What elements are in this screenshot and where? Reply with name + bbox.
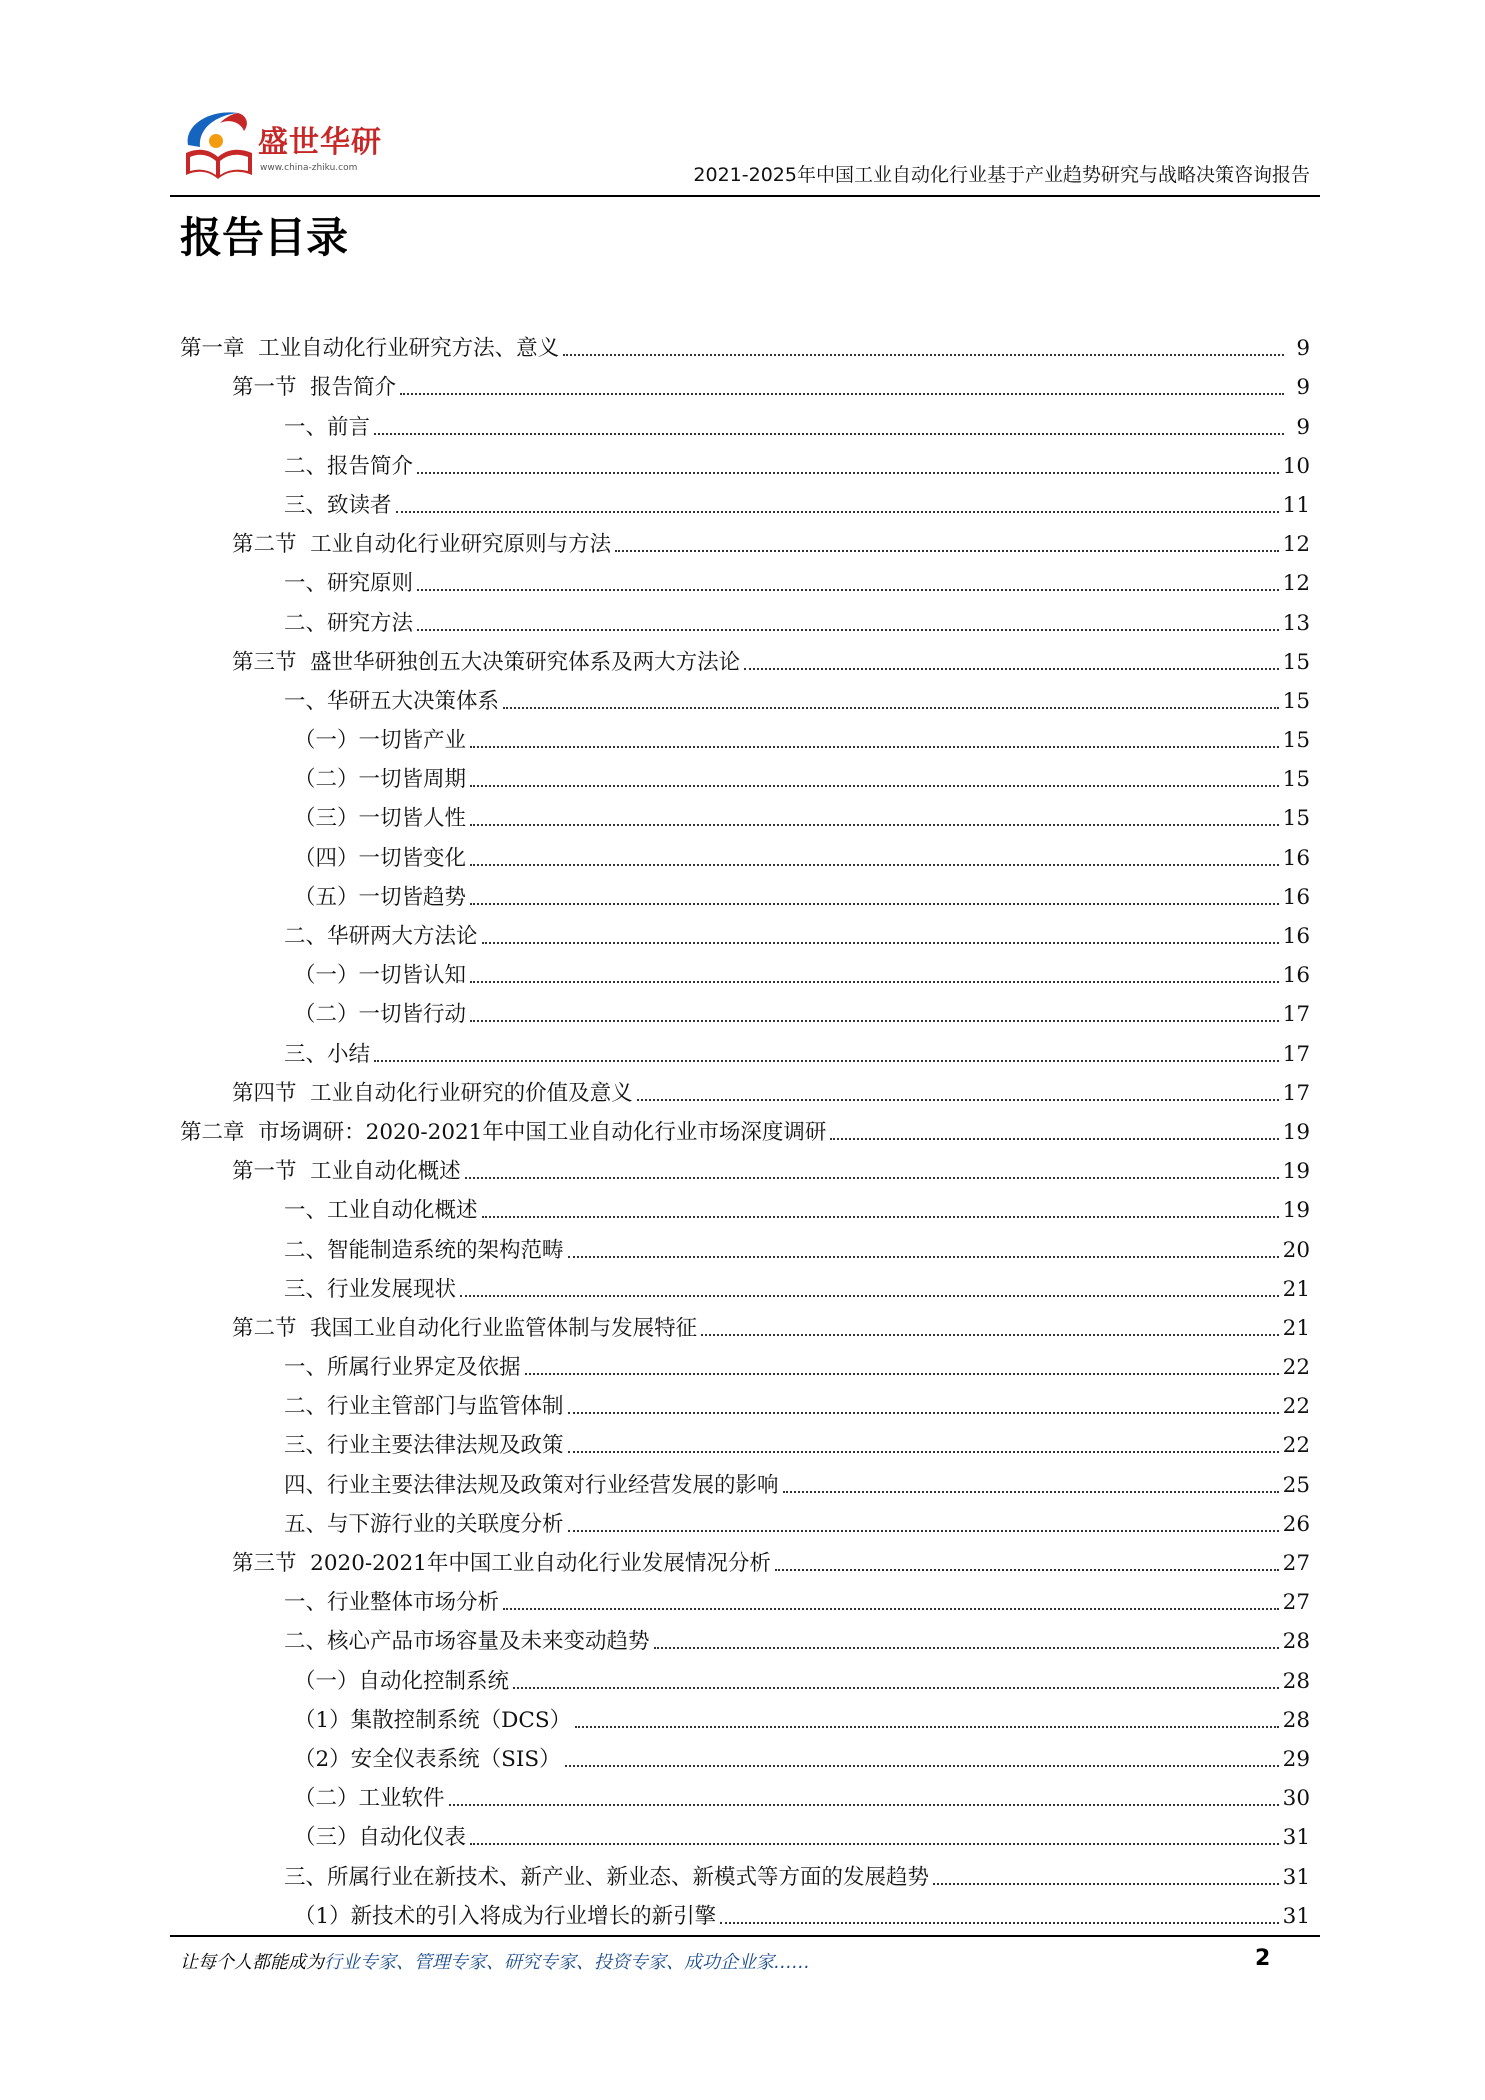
toc-entry[interactable] xyxy=(180,991,1310,1030)
toc-dot-leader xyxy=(482,1215,1279,1218)
toc-entry-page: 27 xyxy=(1282,1590,1310,1616)
toc-entry-page: 15 xyxy=(1282,649,1310,675)
company-logo xyxy=(180,105,410,187)
toc-entry[interactable] xyxy=(180,1775,1310,1814)
toc-entry-page: 21 xyxy=(1282,1276,1310,1302)
toc-entry-label: 第二节 工业自动化行业研究原则与方法 xyxy=(232,532,612,558)
logo-url: www.china-zhiku.com xyxy=(260,163,358,173)
toc-entry-page: 25 xyxy=(1282,1472,1310,1498)
toc-dot-leader xyxy=(563,353,1284,356)
toc-entry-label: （二）一切皆行动 xyxy=(294,1002,467,1028)
toc-entry[interactable] xyxy=(180,1736,1310,1775)
toc-dot-leader xyxy=(470,823,1279,826)
toc-entry-label: （一）自动化控制系统 xyxy=(294,1668,510,1694)
toc-entry[interactable] xyxy=(180,834,1310,873)
toc-entry[interactable] xyxy=(180,403,1310,442)
toc-dot-leader xyxy=(701,1333,1278,1336)
toc-entry-label: （五）一切皆趋势 xyxy=(294,884,467,910)
toc-entry-page: 15 xyxy=(1282,728,1310,754)
toc-entry[interactable] xyxy=(180,1893,1310,1932)
toc-dot-leader xyxy=(470,863,1279,866)
toc-entry-page: 20 xyxy=(1282,1237,1310,1263)
toc-entry-page: 28 xyxy=(1282,1629,1310,1655)
toc-entry-page: 16 xyxy=(1282,924,1310,949)
toc-entry[interactable] xyxy=(180,443,1310,482)
toc-entry-page: 11 xyxy=(1282,492,1310,518)
toc-entry[interactable] xyxy=(180,1814,1310,1853)
toc-entry-label: （二）一切皆周期 xyxy=(294,767,467,793)
toc-entry[interactable] xyxy=(180,678,1310,717)
toc-entry-page: 15 xyxy=(1282,806,1310,832)
toc-dot-leader xyxy=(449,1803,1279,1806)
toc-entry-label: 二、研究方法 xyxy=(284,610,414,636)
footer-slogan xyxy=(180,1948,810,1974)
logo-emblem-icon xyxy=(180,105,260,187)
toc-entry-label: 二、行业主管部门与监管体制 xyxy=(284,1394,564,1420)
toc-entry[interactable] xyxy=(180,1540,1310,1579)
toc-entry-label: （三）一切皆人性 xyxy=(294,806,467,832)
logo-name: 盛世华研 xyxy=(258,125,382,160)
toc-entry[interactable] xyxy=(180,1618,1310,1657)
toc-dot-leader xyxy=(503,706,1279,709)
toc-entry[interactable] xyxy=(180,1148,1310,1187)
toc-entry[interactable] xyxy=(180,1853,1310,1892)
toc-entry[interactable] xyxy=(180,756,1310,795)
toc-dot-leader xyxy=(575,1725,1279,1728)
toc-entry[interactable] xyxy=(180,1657,1310,1696)
toc-entry[interactable] xyxy=(180,599,1310,638)
toc-dot-leader xyxy=(417,588,1279,591)
footer-slogan-lead: 让每个人都能成为 xyxy=(180,1952,324,1973)
toc-entry-label: 三、行业发展现状 xyxy=(284,1276,457,1302)
toc-dot-leader xyxy=(503,1607,1279,1610)
toc-entry-page: 13 xyxy=(1282,610,1310,636)
toc-entry-page: 22 xyxy=(1282,1394,1310,1420)
toc-dot-leader xyxy=(775,1568,1279,1571)
toc-entry-page: 16 xyxy=(1282,963,1310,989)
toc-entry-label: 第三节 盛世华研独创五大决策研究体系及两大方法论 xyxy=(232,649,741,675)
toc-entry-page: 26 xyxy=(1282,1511,1310,1537)
toc-entry-label: 第一节 报告简介 xyxy=(232,375,397,401)
toc-entry-label: 第三节 2020-2021年中国工业自动化行业发展情况分析 xyxy=(232,1551,771,1576)
toc-entry-label: 五、与下游行业的关联度分析 xyxy=(284,1511,564,1537)
toc-entry-label: （1）集散控制系统（DCS） xyxy=(294,1707,572,1733)
toc-entry-page: 9 xyxy=(1296,375,1310,401)
toc-entry-page: 19 xyxy=(1282,1198,1310,1224)
toc-entry[interactable] xyxy=(180,1030,1310,1069)
toc-entry-label: 一、研究原则 xyxy=(284,571,414,597)
toc-entry-page: 29 xyxy=(1282,1746,1310,1772)
toc-entry-page: 31 xyxy=(1282,1825,1310,1851)
toc-entry[interactable] xyxy=(180,913,1310,952)
toc-dot-leader xyxy=(470,1842,1279,1845)
toc-entry-page: 28 xyxy=(1282,1707,1310,1733)
toc-entry[interactable] xyxy=(180,1109,1310,1148)
toc-entry-page: 15 xyxy=(1282,688,1310,714)
toc-entry[interactable] xyxy=(180,1344,1310,1383)
toc-entry-page: 31 xyxy=(1282,1864,1310,1890)
toc-entry-label: 第四节 工业自动化行业研究的价值及意义 xyxy=(232,1080,633,1106)
toc-entry[interactable] xyxy=(180,717,1310,756)
toc-entry-page: 17 xyxy=(1282,1002,1310,1028)
toc-dot-leader xyxy=(470,980,1279,983)
toc-dot-leader xyxy=(744,667,1278,670)
toc-entry-page: 28 xyxy=(1282,1668,1310,1694)
toc-dot-leader xyxy=(568,1450,1279,1453)
toc-entry-page: 19 xyxy=(1282,1119,1310,1145)
toc-dot-leader xyxy=(460,1294,1279,1297)
toc-entry[interactable] xyxy=(180,1697,1310,1736)
toc-entry-page: 27 xyxy=(1282,1551,1310,1576)
toc-dot-leader xyxy=(525,1372,1279,1375)
toc-entry-page: 30 xyxy=(1282,1786,1310,1812)
toc-entry-label: 一、行业整体市场分析 xyxy=(284,1590,500,1616)
toc-dot-leader xyxy=(400,392,1284,395)
toc-dot-leader xyxy=(374,432,1284,435)
page-header xyxy=(170,100,1320,195)
toc-entry[interactable] xyxy=(180,639,1310,678)
toc-entry-label: 二、智能制造系统的架构范畴 xyxy=(284,1237,564,1263)
toc-dot-leader xyxy=(568,1255,1279,1258)
toc-dot-leader xyxy=(654,1646,1279,1649)
toc-entry-page: 17 xyxy=(1282,1041,1310,1067)
toc-entry-label: （一）一切皆产业 xyxy=(294,728,467,754)
toc-entry-label: 二、报告简介 xyxy=(284,453,414,479)
toc-dot-leader xyxy=(470,902,1279,905)
toc-entry[interactable] xyxy=(180,795,1310,834)
toc-entry-label: （四）一切皆变化 xyxy=(294,845,467,871)
toc-dot-leader xyxy=(417,471,1279,474)
toc-entry-label: 三、行业主要法律法规及政策 xyxy=(284,1433,564,1459)
toc-entry[interactable] xyxy=(180,952,1310,991)
page-number: 2 xyxy=(1255,1946,1271,1971)
toc-dot-leader xyxy=(565,1764,1279,1767)
toc-entry[interactable] xyxy=(180,325,1310,364)
footer-divider xyxy=(170,1935,1320,1937)
toc-dot-leader xyxy=(470,784,1279,787)
toc-entry-page: 12 xyxy=(1282,571,1310,597)
footer-slogan-highlight: 行业专家、管理专家、研究专家、投资专家、成功企业家…… xyxy=(324,1952,810,1973)
toc-dot-leader xyxy=(470,745,1279,748)
toc-entry-label: （三）自动化仪表 xyxy=(294,1825,467,1851)
toc-entry-label: 第一章 工业自动化行业研究方法、意义 xyxy=(180,336,560,362)
toc-entry-page: 31 xyxy=(1282,1903,1310,1929)
toc-entry[interactable] xyxy=(180,1070,1310,1109)
toc-dot-leader xyxy=(615,549,1278,552)
toc-entry[interactable] xyxy=(180,1226,1310,1265)
toc-entry-page: 12 xyxy=(1282,532,1310,558)
toc-entry-label: 二、核心产品市场容量及未来变动趋势 xyxy=(284,1629,650,1655)
toc-entry-label: （一）一切皆认知 xyxy=(294,963,467,989)
toc-entry-label: 一、华研五大决策体系 xyxy=(284,688,500,714)
toc-entry-page: 9 xyxy=(1296,414,1310,440)
toc-dot-leader xyxy=(396,510,1279,513)
toc-entry-page: 21 xyxy=(1282,1315,1310,1341)
toc-entry-page: 22 xyxy=(1282,1433,1310,1459)
toc-entry-label: （1）新技术的引入将成为行业增长的新引擎 xyxy=(294,1903,717,1929)
toc-entry-page: 10 xyxy=(1282,453,1310,479)
toc-entry-page: 17 xyxy=(1282,1080,1310,1106)
toc-entry-label: 三、小结 xyxy=(284,1041,371,1067)
toc-entry[interactable] xyxy=(180,364,1310,403)
toc-entry[interactable] xyxy=(180,560,1310,599)
toc-entry[interactable] xyxy=(180,1501,1310,1540)
toc-dot-leader xyxy=(568,1529,1279,1532)
toc-entry-label: 二、华研两大方法论 xyxy=(284,924,478,949)
toc-entry-label: 一、前言 xyxy=(284,414,371,440)
toc-dot-leader xyxy=(568,1411,1279,1414)
toc-dot-leader xyxy=(637,1098,1279,1101)
toc-entry-page: 19 xyxy=(1282,1159,1310,1185)
toc-entry-label: 三、致读者 xyxy=(284,492,392,518)
toc-entry-page: 16 xyxy=(1282,884,1310,910)
toc-entry[interactable] xyxy=(180,1579,1310,1618)
toc-entry[interactable] xyxy=(180,1461,1310,1500)
toc-dot-leader xyxy=(417,628,1279,631)
page-title: 报告目录 xyxy=(180,213,349,262)
toc-dot-leader xyxy=(470,1019,1279,1022)
toc-entry-label: 第二节 我国工业自动化行业监管体制与发展特征 xyxy=(232,1315,698,1341)
document-title: 2021-2025年中国工业自动化行业基于产业趋势研究与战略决策咨询报告 xyxy=(693,164,1310,186)
toc-entry[interactable] xyxy=(180,1305,1310,1344)
toc-entry-label: （二）工业软件 xyxy=(294,1786,445,1812)
header-divider xyxy=(170,195,1320,197)
toc-entry[interactable] xyxy=(180,482,1310,521)
toc-dot-leader xyxy=(783,1490,1279,1493)
toc-entry[interactable] xyxy=(180,1422,1310,1461)
toc-entry-label: （2）安全仪表系统（SIS） xyxy=(294,1746,561,1772)
toc-entry-label: 第二章 市场调研：2020-2021年中国工业自动化行业市场深度调研 xyxy=(180,1119,827,1145)
toc-entry[interactable] xyxy=(180,521,1310,560)
toc-entry-label: 三、所属行业在新技术、新产业、新业态、新模式等方面的发展趋势 xyxy=(284,1864,930,1890)
toc-entry[interactable] xyxy=(180,1383,1310,1422)
toc-entry-page: 15 xyxy=(1282,767,1310,793)
toc-dot-leader xyxy=(933,1882,1279,1885)
toc-entry[interactable] xyxy=(180,1187,1310,1226)
toc-dot-leader xyxy=(830,1137,1278,1140)
toc-entry-label: 一、所属行业界定及依据 xyxy=(284,1355,521,1381)
toc-dot-leader xyxy=(374,1059,1279,1062)
toc-entry-page: 16 xyxy=(1282,845,1310,871)
toc-dot-leader xyxy=(720,1921,1278,1924)
toc-dot-leader xyxy=(482,941,1279,944)
toc-entry-label: 一、工业自动化概述 xyxy=(284,1198,478,1224)
toc-dot-leader xyxy=(465,1176,1279,1179)
toc-entry-page: 22 xyxy=(1282,1355,1310,1381)
toc-entry-label: 第一节 工业自动化概述 xyxy=(232,1159,461,1185)
toc-entry-label: 四、行业主要法律法规及政策对行业经营发展的影响 xyxy=(284,1472,779,1498)
toc-dot-leader xyxy=(513,1686,1279,1689)
toc-entry[interactable] xyxy=(180,1266,1310,1305)
toc-entry-page: 9 xyxy=(1296,336,1310,362)
table-of-contents xyxy=(180,325,1310,1932)
toc-entry[interactable] xyxy=(180,874,1310,913)
